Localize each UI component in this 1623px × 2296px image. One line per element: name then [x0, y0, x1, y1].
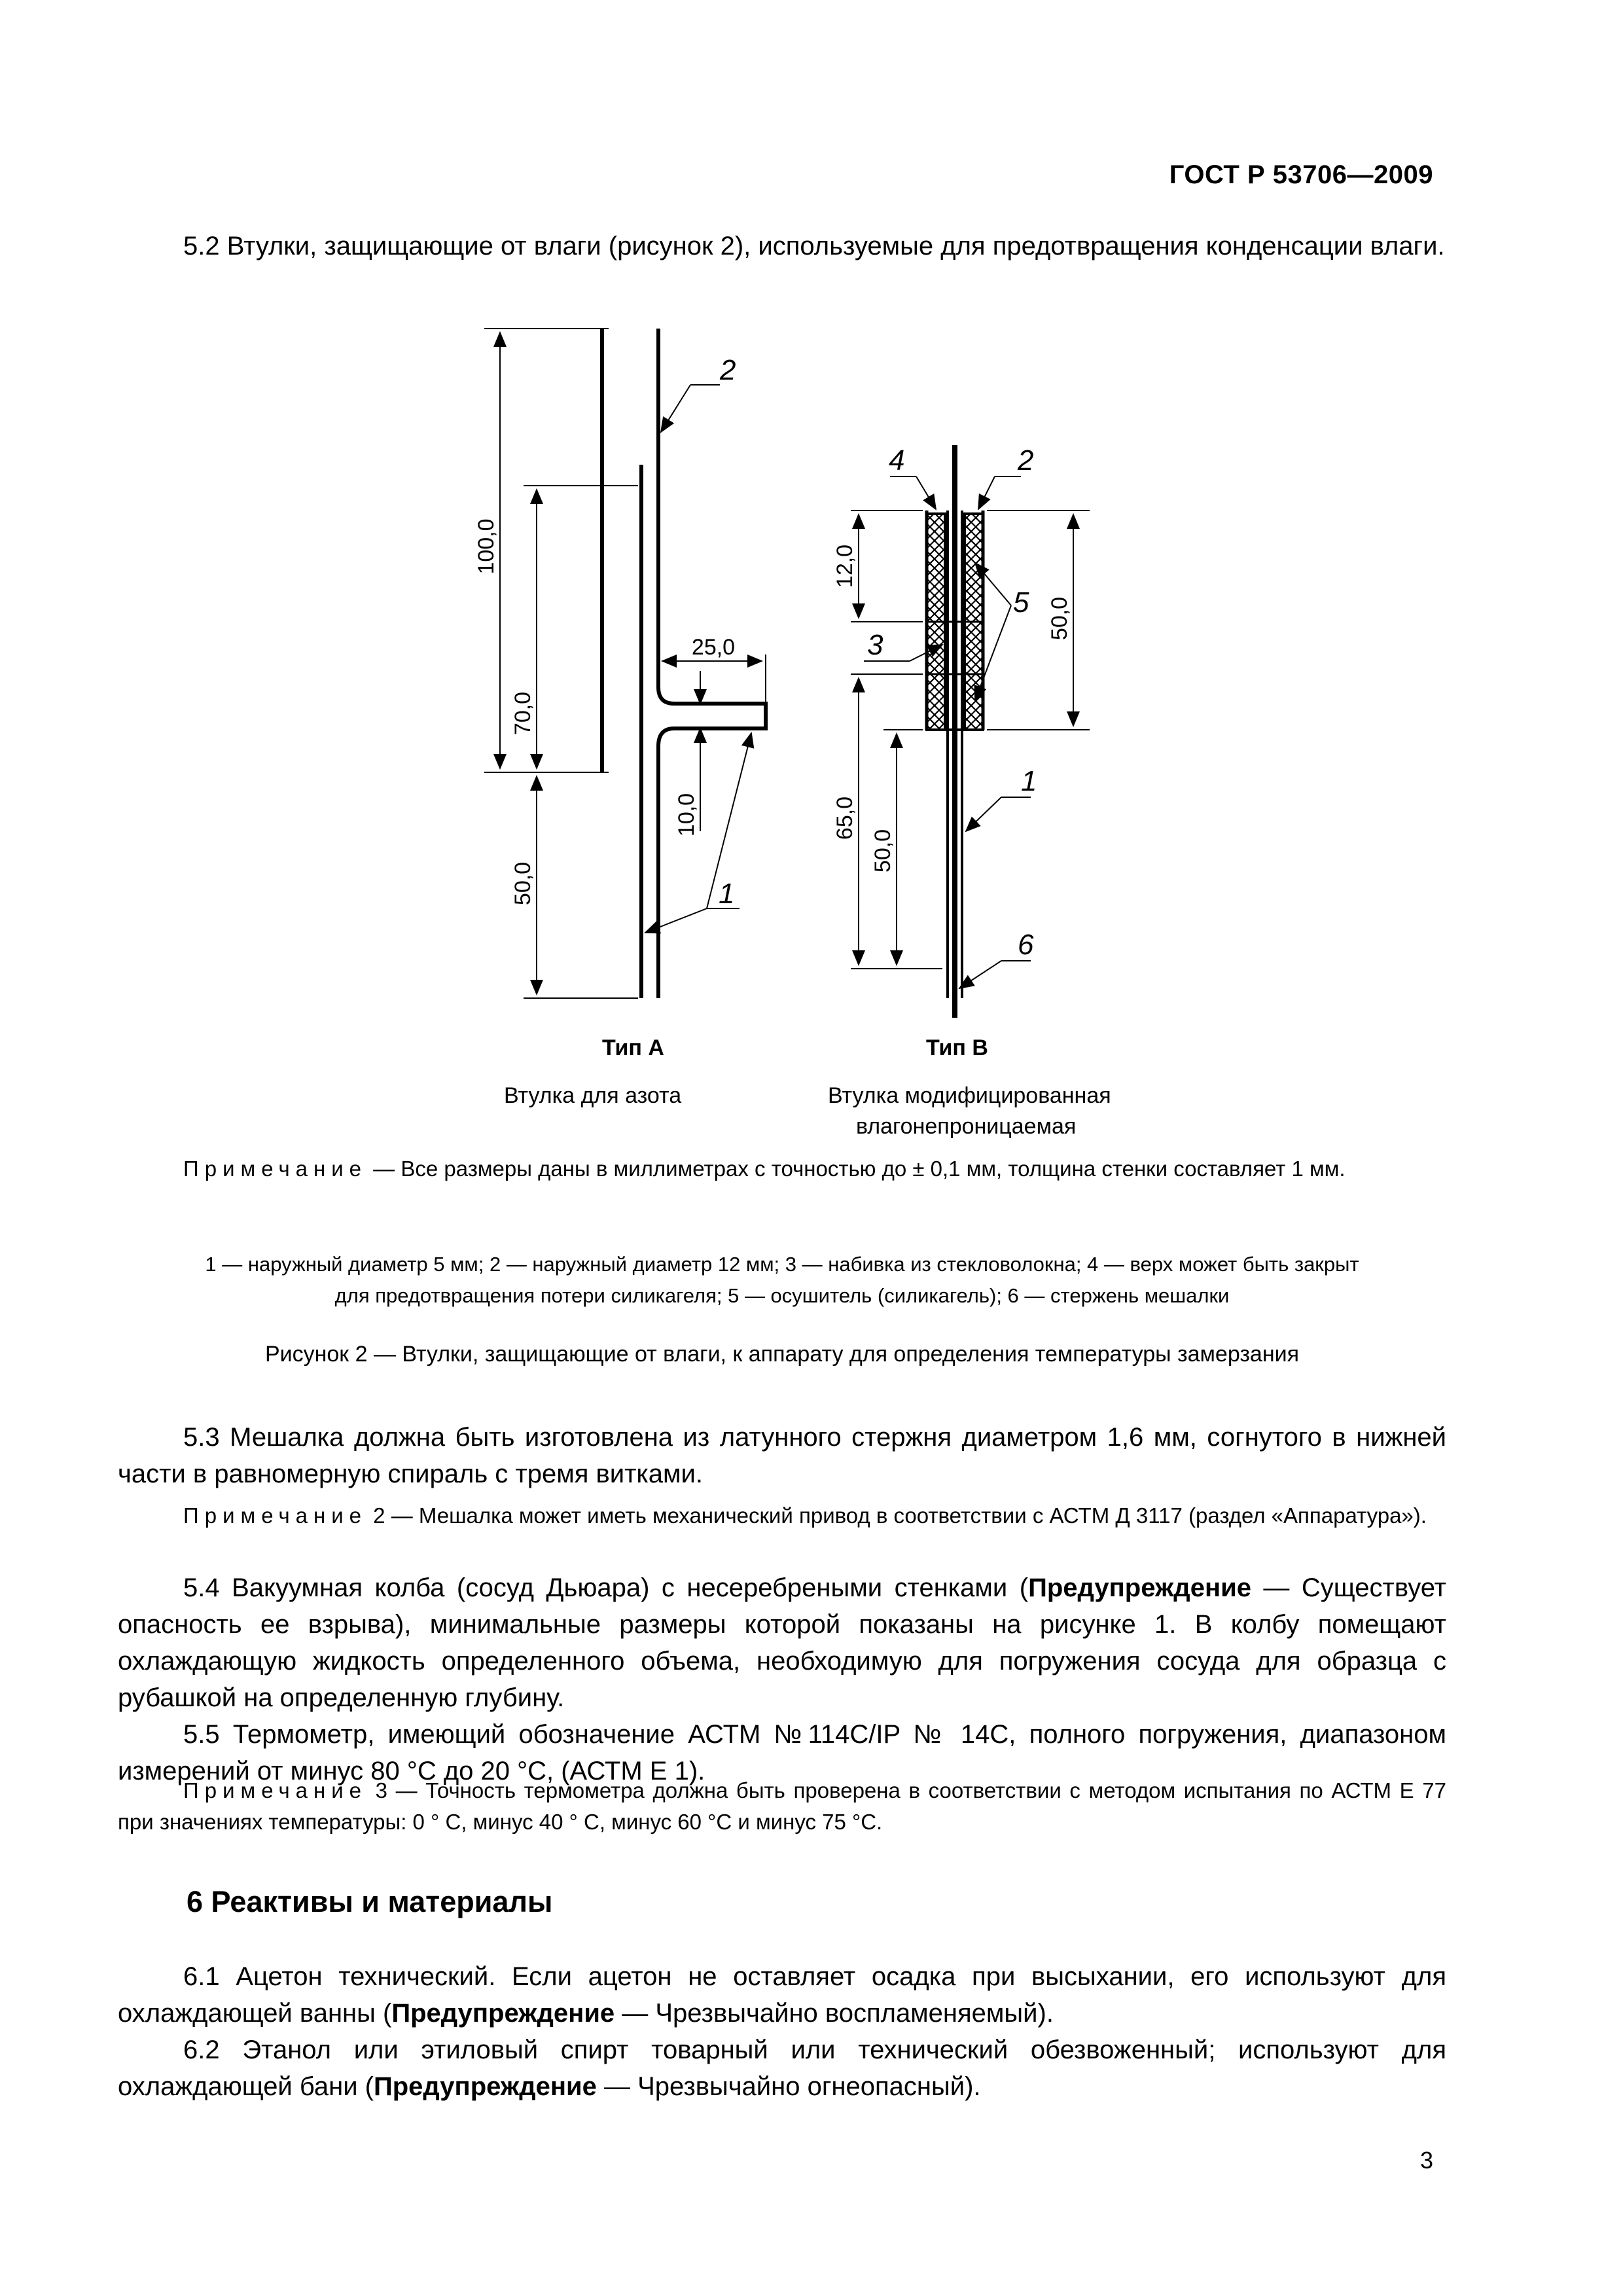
page-number: 3 [1419, 2147, 1433, 2174]
callout-4: 4 [889, 444, 905, 476]
paragraph-5-5: 5.5 Термометр, имеющий обозначение АСТМ №114С/IP № 14С, полного погружения, диапазоном измерений от минус 80 °С до 20 °С, (АСТМ Е 1). [118, 1720, 1447, 1785]
type-a-title: Тип А [602, 1035, 664, 1060]
callout-6: 6 [1018, 929, 1034, 961]
dim-10: 10,0 [674, 793, 699, 837]
type-b-sleeve [851, 445, 1090, 1018]
callout-3: 3 [867, 629, 883, 661]
paragraph-5-2: 5.2 Втулки, защищающие от влаги (рисунок 2), используемые для предотвращения конденсации влаги. [183, 232, 1445, 260]
paragraph-6-2: 6.2 Этанол или этиловый спирт товарный или технический обезвоженный; используют для охлаждающей бани (Предупреждение — Чрезвычайно огнеопасный). [118, 2036, 1446, 2101]
type-a-caption: Втулка для азота [504, 1083, 682, 1108]
note-3: Примечание 3 — Точность термометра должна быть проверена в соответствии с методом испытания по АСТМ Е 77 при значениях температуры: 0 ° С, минус 40 ° С, минус 60 °С и минус 75 °С. [118, 1778, 1446, 1834]
figure-caption: Рисунок 2 — Втулки, защищающие от влаги, к аппарату для определения температуры замерзания [264, 1342, 1300, 1367]
callout-1: 1 [719, 878, 735, 910]
paragraph-5-3: 5.3 Мешалка должна быть изготовлена из латунного стержня диаметром 1,6 мм, согнутого в нижней части в равномерную спираль с тремя витками. [118, 1423, 1446, 1488]
figure-note: Примечание — Все размеры даны в миллиметрах с точностью до ± 0,1 мм, толщина стенки составляет 1 мм. [183, 1157, 1346, 1181]
dim-65: 65,0 [832, 796, 857, 840]
dim-100: 100,0 [474, 518, 499, 575]
legend-line-2: для предотвращения потери силикагеля; 5 — осушитель (силикагель); 6 — стержень мешалки [334, 1284, 1230, 1307]
note-2: Примечание 2 — Мешалка может иметь механический привод в соответствии с АСТМ Д 3117 (раздел «Аппаратура»). [183, 1503, 1427, 1528]
figure-2-drawing [0, 0, 1623, 1047]
type-b-title: Тип В [926, 1035, 988, 1060]
type-b-caption-line1: Втулка модифицированная [828, 1083, 1111, 1108]
figure-legend [118, 1249, 1446, 1312]
dim-50-top: 50,0 [1047, 596, 1072, 641]
callout-2: 2 [720, 354, 736, 386]
paragraph-6-1: 6.1 Ацетон технический. Если ацетон не оставляет осадка при высыхании, его используют для охлаждающей ванны (Предупреждение — Чрезвычайно воспламеняемый). [118, 1962, 1446, 2028]
callout-1b: 1 [1021, 765, 1037, 797]
document-id: ГОСТ Р 53706—2009 [1169, 160, 1433, 189]
paragraph-5-4: 5.4 Вакуумная колба (сосуд Дьюара) с несеребреными стенками (Предупреждение — Существует опасность ее взрыва), минимальные размеры которой показаны на рисунке 1. В колбу помещают охлаждающую жидкость определенного объема, необходимую для погружения сосуда для образца с рубашкой на определенную глубину. [118, 1573, 1446, 1712]
dim-25: 25,0 [691, 635, 736, 660]
legend-line-1: 1 — наружный диаметр 5 мм; 2 — наружный диаметр 12 мм; 3 — набивка из стекловолокна; 4 — верх может быть закрыт [205, 1253, 1359, 1276]
type-b-caption-line2: влагонепроницаемая [856, 1114, 1077, 1139]
dim-12: 12,0 [832, 544, 857, 588]
dim-50: 50,0 [510, 861, 535, 906]
section-6-heading: 6 Реактивы и материалы [187, 1885, 553, 1918]
dim-70: 70,0 [510, 691, 535, 736]
type-a-dimension-labels [474, 354, 736, 910]
dim-50-bottom: 50,0 [870, 829, 895, 873]
callout-5: 5 [1013, 586, 1029, 619]
callout-2b: 2 [1018, 444, 1034, 476]
